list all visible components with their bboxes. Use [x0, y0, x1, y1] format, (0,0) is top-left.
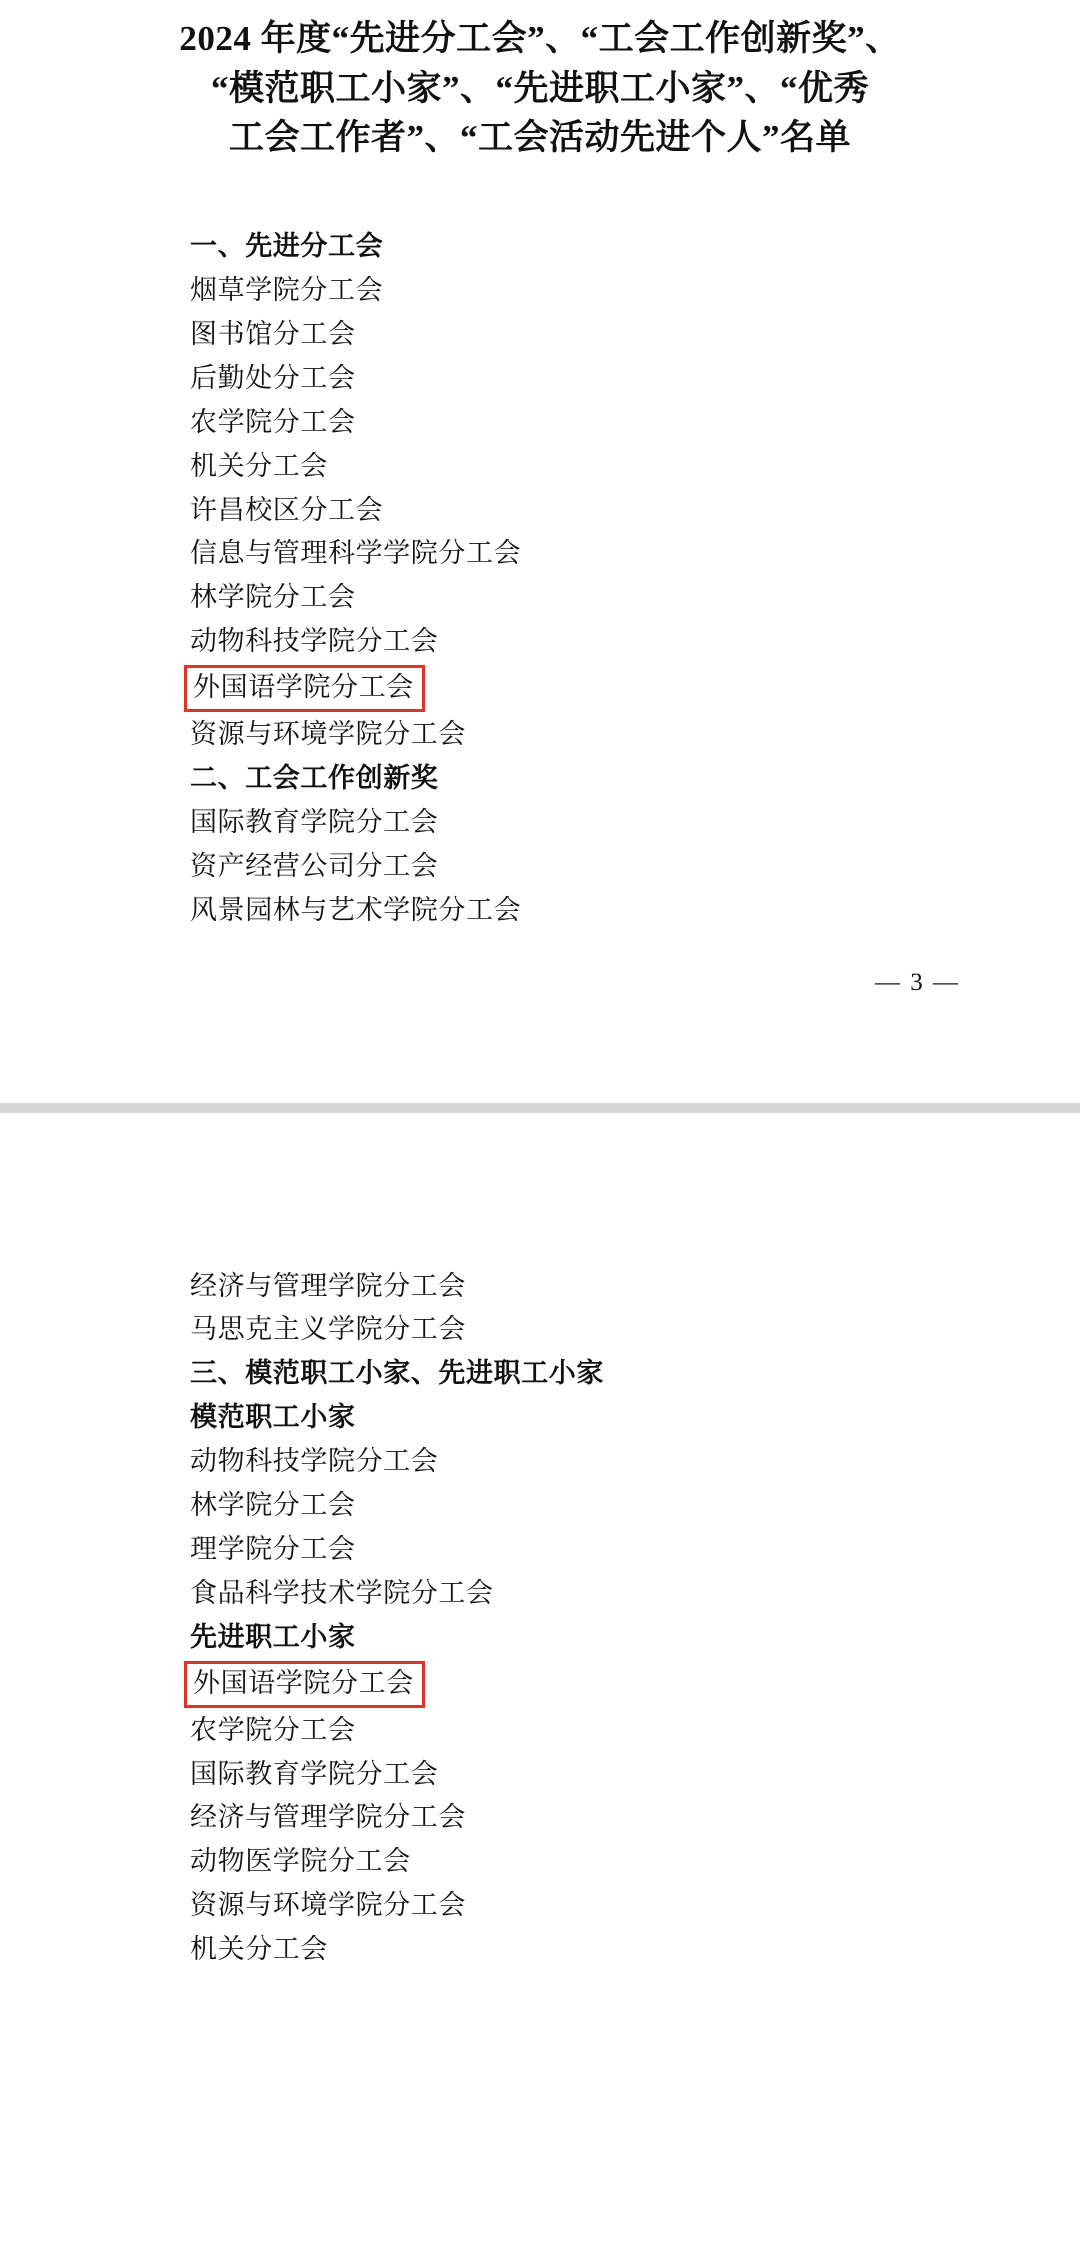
entry-text: 图书馆分工会 [190, 318, 356, 349]
highlighted-entry-text: 外国语学院分工会 [184, 665, 425, 712]
page-number: — 3 — [875, 968, 960, 996]
list-item [190, 620, 930, 664]
list-item [190, 845, 930, 889]
list-item [190, 445, 930, 489]
list-item [190, 1572, 930, 1616]
entry-text: 林学院分工会 [190, 582, 356, 613]
list-item [190, 1884, 930, 1928]
sub-heading: 模范职工小家 [190, 1402, 356, 1433]
entry-text: 烟草学院分工会 [190, 274, 384, 305]
list-item [190, 576, 930, 620]
page-2-entry-list [0, 1265, 1080, 1973]
entry-text: 国际教育学院分工会 [190, 806, 439, 837]
list-item-highlighted [190, 664, 930, 713]
entry-text: 动物科技学院分工会 [190, 626, 439, 657]
page-2-top-spacer [0, 1113, 1080, 1265]
entry-text: 后勤处分工会 [190, 362, 356, 393]
list-item [190, 889, 930, 933]
title-line-1: 2024 年度“先进分工会”、“工会工作创新奖”、 [179, 19, 901, 58]
list-item [190, 1396, 930, 1440]
entry-text: 资源与环境学院分工会 [190, 1890, 466, 1921]
highlighted-entry-text: 外国语学院分工会 [184, 1661, 425, 1708]
list-item [190, 489, 930, 533]
entry-text: 农学院分工会 [190, 1714, 356, 1745]
list-item [190, 1308, 930, 1352]
section-heading: 一、先进分工会 [190, 231, 384, 262]
list-item [190, 1352, 930, 1396]
list-item [190, 801, 930, 845]
entry-text: 机关分工会 [190, 1934, 328, 1965]
entry-text: 信息与管理科学学院分工会 [190, 538, 522, 569]
entry-text: 理学院分工会 [190, 1534, 356, 1564]
list-item-highlighted [190, 1660, 930, 1709]
entry-text: 林学院分工会 [190, 1490, 356, 1521]
page-gap [0, 1037, 1080, 1103]
entry-text: 资源与环境学院分工会 [190, 719, 466, 750]
list-item [190, 269, 930, 313]
list-item [190, 401, 930, 445]
entry-text: 国际教育学院分工会 [190, 1758, 439, 1789]
list-item [190, 757, 930, 801]
entry-text: 经济与管理学院分工会 [190, 1270, 466, 1301]
title-line-2: “模范职工小家”、“先进职工小家”、“优秀 [210, 68, 869, 108]
title-line-3: 工会工作者”、“工会活动先进个人”名单 [228, 118, 851, 158]
sub-heading: 先进职工小家 [190, 1621, 356, 1652]
list-item [190, 225, 930, 269]
list-item [190, 713, 930, 757]
list-item [190, 313, 930, 357]
page-1-entry-list [0, 225, 1080, 933]
list-item [190, 1440, 930, 1484]
page-divider [0, 1103, 1080, 1113]
list-item [190, 1484, 930, 1528]
entry-text: 机关分工会 [190, 450, 328, 481]
entry-text: 马思克主义学院分工会 [190, 1314, 466, 1345]
entry-text: 食品科学技术学院分工会 [190, 1577, 494, 1608]
entry-text: 农学院分工会 [190, 406, 356, 437]
list-item [190, 1928, 930, 1972]
list-item [190, 1840, 930, 1884]
list-item [190, 357, 930, 401]
list-item [190, 1709, 930, 1753]
entry-text: 经济与管理学院分工会 [190, 1802, 466, 1833]
list-item [190, 532, 930, 576]
list-item [190, 1796, 930, 1840]
list-item [190, 1528, 930, 1572]
title-spacer [0, 163, 1080, 225]
section-heading: 二、工会工作创新奖 [190, 762, 439, 793]
list-item [190, 1753, 930, 1797]
list-item [190, 1616, 930, 1660]
entry-text: 动物医学院分工会 [190, 1846, 411, 1877]
entry-text: 动物科技学院分工会 [190, 1446, 439, 1477]
entry-text: 资产经营公司分工会 [190, 850, 439, 881]
section-heading: 三、模范职工小家、先进职工小家 [190, 1358, 604, 1389]
list-item [190, 1265, 930, 1309]
entry-text: 风景园林与艺术学院分工会 [190, 894, 522, 925]
document-page-1 [0, 0, 1080, 1037]
page-title [0, 0, 1080, 163]
document-page-2 [0, 1113, 1080, 1993]
entry-text: 许昌校区分工会 [190, 494, 384, 525]
